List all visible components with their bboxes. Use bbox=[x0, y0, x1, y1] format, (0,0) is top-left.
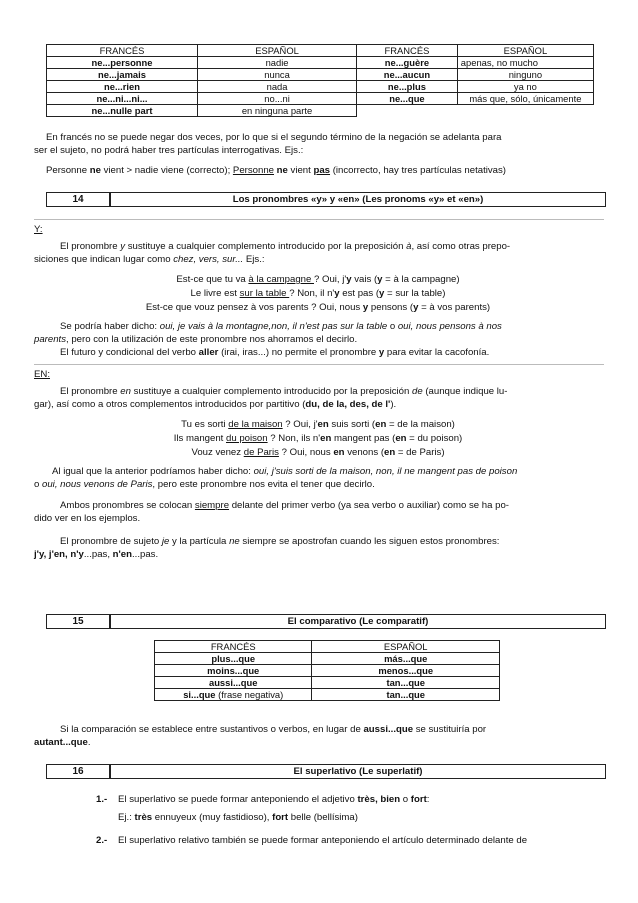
text: El pronombre bbox=[60, 386, 121, 397]
text: = sur la table) bbox=[384, 288, 446, 299]
text-line bbox=[34, 253, 602, 266]
text: chez, vers, sur... bbox=[173, 254, 244, 265]
text: ). bbox=[390, 399, 397, 410]
text: autant...que bbox=[34, 737, 88, 748]
en-paragraph-3 bbox=[34, 499, 602, 525]
section-header-16 bbox=[46, 764, 606, 779]
text: Al igual que la anterior podríamos haber dicho: bbox=[52, 466, 254, 477]
table-row bbox=[47, 57, 594, 69]
table-row bbox=[47, 105, 594, 117]
text: y bbox=[346, 274, 352, 285]
en-paragraph bbox=[34, 385, 602, 411]
text: sustituye a cualquier complemento introducido por la preposición bbox=[130, 386, 412, 397]
text: , pero con la utilización de este pronombre nos ahorramos el decirlo. bbox=[66, 334, 358, 345]
text: = de Paris) bbox=[395, 447, 445, 458]
comparative-table bbox=[154, 640, 500, 701]
table-row bbox=[155, 689, 500, 701]
table-row bbox=[155, 653, 500, 665]
text: y bbox=[120, 241, 126, 252]
text: de bbox=[411, 386, 423, 397]
text: siempre bbox=[194, 500, 230, 511]
text: très bbox=[134, 812, 153, 823]
table-cell: ne...guère bbox=[357, 57, 458, 69]
text: en bbox=[317, 419, 329, 430]
negation-example bbox=[34, 164, 602, 177]
text: Tu es sorti bbox=[181, 419, 229, 430]
comparative-paragraph bbox=[34, 723, 602, 749]
table-cell: aussi...que bbox=[155, 677, 312, 689]
text: j'y, j'en, n'y bbox=[34, 549, 84, 560]
y-paragraph-2 bbox=[34, 320, 602, 359]
text: . bbox=[87, 737, 91, 748]
text: , así como otras prepo- bbox=[411, 241, 511, 252]
text: o bbox=[34, 479, 43, 490]
text-line: En francés no se puede negar dos veces, por lo que si el segundo término de la negación se adelanta para bbox=[46, 132, 502, 143]
header-cell: FRANCÉS bbox=[47, 45, 198, 57]
text: = à vos parents) bbox=[418, 302, 491, 313]
text: = à la campagne) bbox=[382, 274, 460, 285]
text: y bbox=[378, 347, 385, 358]
text: se sustituiría por bbox=[413, 724, 487, 735]
divider bbox=[34, 364, 604, 365]
table-row bbox=[47, 69, 594, 81]
table-cell: no...ni bbox=[198, 93, 357, 105]
table-cell: en ninguna parte bbox=[198, 105, 357, 117]
text: aller bbox=[198, 347, 219, 358]
text: delante del primer verbo (ya sea verbo o auxiliar) como se ha po- bbox=[229, 500, 510, 511]
table-cell: moins...que bbox=[155, 665, 312, 677]
text: ...pas, bbox=[83, 549, 113, 560]
text: El superlativo relativo también se puede formar anteponiendo el artículo determinado delante de bbox=[118, 835, 528, 846]
text: en bbox=[375, 419, 387, 430]
text-line bbox=[34, 320, 602, 333]
text: suis sorti ( bbox=[328, 419, 376, 430]
header-cell: ESPAÑOL bbox=[457, 45, 593, 57]
table-cell: más que, sólo, únicamente bbox=[457, 93, 593, 105]
section-header-14 bbox=[46, 192, 606, 207]
text: : bbox=[426, 794, 430, 805]
text: vient > nadie viene (correcto); bbox=[100, 165, 233, 176]
text: Est-ce que tu va bbox=[176, 274, 249, 285]
table-cell: apenas, no mucho bbox=[457, 57, 593, 69]
text: à la campagne bbox=[248, 274, 314, 285]
table-header-row bbox=[155, 641, 500, 653]
table-cell: ne...nulle part bbox=[47, 105, 198, 117]
item-number: 2.- bbox=[96, 835, 108, 846]
y-example-1 bbox=[34, 273, 602, 286]
section-number: 14 bbox=[47, 193, 111, 206]
text: y bbox=[362, 302, 369, 313]
text-line bbox=[34, 398, 602, 411]
text: je bbox=[161, 536, 170, 547]
text: sur la table bbox=[239, 288, 290, 299]
text: venons ( bbox=[344, 447, 385, 458]
table-cell: ya no bbox=[457, 81, 593, 93]
table-row bbox=[47, 81, 594, 93]
text: sustituye a cualquier complemento introducido por la preposición bbox=[125, 241, 407, 252]
text: ne bbox=[89, 165, 101, 176]
text: Vouz venez bbox=[191, 447, 244, 458]
header-cell: ESPAÑOL bbox=[312, 641, 500, 653]
text: oui, nous pensons à nos bbox=[397, 321, 502, 332]
table-cell: tan...que bbox=[312, 689, 500, 701]
text: Ej.: bbox=[118, 812, 135, 823]
y-example-3 bbox=[34, 301, 602, 314]
text: y bbox=[377, 274, 383, 285]
text-line: dido ver en los ejemplos. bbox=[34, 513, 141, 524]
text: , pero este pronombre nos evita el tener que decirlo. bbox=[152, 479, 375, 490]
en-label: EN: bbox=[34, 369, 50, 380]
text: oui, nous venons de Paris bbox=[42, 479, 153, 490]
superlative-item-1 bbox=[96, 793, 606, 806]
table-cell: ne...personne bbox=[47, 57, 198, 69]
text: ? Non, ils n' bbox=[267, 433, 321, 444]
table-row bbox=[155, 665, 500, 677]
text: pas bbox=[313, 165, 331, 176]
text: = de la maison) bbox=[386, 419, 455, 430]
table-cell: ne...jamais bbox=[47, 69, 198, 81]
text: en bbox=[384, 447, 396, 458]
table-cell: ne...aucun bbox=[357, 69, 458, 81]
text: El futuro y condicional del verbo bbox=[60, 347, 199, 358]
text: y bbox=[413, 302, 419, 313]
text: parents bbox=[34, 334, 66, 345]
section-header-15 bbox=[46, 614, 606, 629]
text-line bbox=[34, 385, 602, 398]
text: belle (bellísima) bbox=[288, 812, 358, 823]
text: si...que bbox=[183, 689, 216, 700]
text-line bbox=[34, 499, 602, 512]
text: Ils mangent bbox=[173, 433, 226, 444]
en-paragraph-4 bbox=[34, 535, 602, 561]
table-cell-empty bbox=[357, 105, 458, 117]
text: ? Oui, j' bbox=[314, 274, 347, 285]
text: Est-ce que vouz pensez à vos parents ? Oui, nous bbox=[145, 302, 363, 313]
text: (irai, iras...) no permite el pronombre bbox=[218, 347, 379, 358]
text: o bbox=[400, 794, 411, 805]
text-line bbox=[34, 535, 602, 548]
table-row bbox=[47, 93, 594, 105]
text: Ambos pronombres se colocan bbox=[60, 500, 195, 511]
table-cell: nadie bbox=[198, 57, 357, 69]
en-example-2 bbox=[34, 432, 602, 445]
text: Ejs.: bbox=[243, 254, 265, 265]
text: de Paris bbox=[243, 447, 279, 458]
text: ...pas. bbox=[132, 549, 159, 560]
text-line: ser el sujeto, no podrá haber tres partículas interrogativas. Ejs.: bbox=[34, 145, 304, 156]
table-cell: nunca bbox=[198, 69, 357, 81]
negation-paragraph bbox=[34, 131, 602, 157]
table-cell: plus...que bbox=[155, 653, 312, 665]
table-cell: tan...que bbox=[312, 677, 500, 689]
text: fort bbox=[410, 794, 427, 805]
table-row bbox=[155, 677, 500, 689]
text: vais ( bbox=[351, 274, 378, 285]
text: (incorrecto, hay tres partículas netativas) bbox=[330, 165, 506, 176]
text: ne bbox=[229, 536, 240, 547]
text-line bbox=[34, 548, 602, 561]
header-cell: FRANCÉS bbox=[357, 45, 458, 57]
text: fort bbox=[272, 812, 289, 823]
text: du, de la, des, de l' bbox=[305, 399, 391, 410]
text: El pronombre de sujeto bbox=[60, 536, 162, 547]
table-cell: ne...ni...ni... bbox=[47, 93, 198, 105]
text: (aunque indique lu- bbox=[422, 386, 508, 397]
text: oui, j'suis sorti de la maison, non, il ne mangent pas de poison bbox=[253, 466, 518, 477]
section-number: 15 bbox=[47, 615, 111, 628]
text: siciones que indican lugar como bbox=[34, 254, 174, 265]
section-title: Los pronombres «y» y «en» (Les pronoms «y» et «en») bbox=[232, 194, 484, 205]
text: Personne bbox=[232, 165, 274, 176]
table-cell bbox=[155, 689, 312, 701]
text: El superlativo se puede formar anteponiendo el adjetivo bbox=[118, 794, 358, 805]
text-line bbox=[34, 240, 602, 253]
text: en bbox=[120, 386, 131, 397]
en-example-3 bbox=[34, 446, 602, 459]
text: pensons ( bbox=[368, 302, 414, 313]
header-cell: ESPAÑOL bbox=[198, 45, 357, 57]
text: El pronombre bbox=[60, 241, 121, 252]
text: Personne bbox=[46, 165, 90, 176]
text: à bbox=[406, 241, 412, 252]
item-number: 1.- bbox=[96, 794, 108, 805]
y-paragraph bbox=[34, 240, 602, 266]
text: du poison bbox=[226, 433, 268, 444]
text: ? Oui, nous bbox=[278, 447, 334, 458]
superlative-example bbox=[118, 811, 598, 824]
table-cell: nada bbox=[198, 81, 357, 93]
text: (frase negativa) bbox=[215, 689, 284, 700]
text: de la maison bbox=[228, 419, 283, 430]
text: Si la comparación se establece entre sustantivos o verbos, en lugar de bbox=[60, 724, 364, 735]
section-title: El comparativo (Le comparatif) bbox=[287, 616, 429, 627]
text-line bbox=[34, 333, 602, 346]
text: Se podría haber dicho: bbox=[60, 321, 160, 332]
table-cell: ne...que bbox=[357, 93, 458, 105]
text: o bbox=[387, 321, 398, 332]
text: mangent pas ( bbox=[331, 433, 396, 444]
table-cell-empty bbox=[457, 105, 593, 117]
text: = du poison) bbox=[406, 433, 463, 444]
text: ne bbox=[276, 165, 288, 176]
text: ? Oui, j' bbox=[282, 419, 318, 430]
text-line bbox=[34, 346, 602, 359]
text: est pas ( bbox=[339, 288, 380, 299]
text: vient bbox=[287, 165, 314, 176]
text: y bbox=[379, 288, 385, 299]
text: aussi...que bbox=[363, 724, 414, 735]
text: siempre se apostrofan cuando les siguen estos pronombres: bbox=[239, 536, 500, 547]
negation-table bbox=[46, 44, 594, 117]
y-label: Y: bbox=[34, 224, 43, 235]
section-number: 16 bbox=[47, 765, 111, 778]
table-cell: menos...que bbox=[312, 665, 500, 677]
en-example-1 bbox=[34, 418, 602, 431]
superlative-item-2 bbox=[96, 834, 606, 847]
text: y bbox=[334, 288, 340, 299]
table-cell: más...que bbox=[312, 653, 500, 665]
text-line bbox=[34, 723, 602, 736]
text: très, bien bbox=[357, 794, 401, 805]
table-cell: ne...rien bbox=[47, 81, 198, 93]
text: para evitar la cacofonía. bbox=[384, 347, 490, 358]
text: oui, je vais à la montagne,non, il n'est pas sur la table bbox=[159, 321, 388, 332]
en-paragraph-2 bbox=[34, 465, 602, 491]
text: en bbox=[320, 433, 332, 444]
text: en bbox=[395, 433, 407, 444]
text-line bbox=[34, 736, 602, 749]
text: en bbox=[333, 447, 345, 458]
table-header-row bbox=[47, 45, 594, 57]
text-line bbox=[34, 465, 602, 478]
y-example-2 bbox=[34, 287, 602, 300]
table-cell: ne...plus bbox=[357, 81, 458, 93]
table-cell: ninguno bbox=[457, 69, 593, 81]
header-cell: FRANCÉS bbox=[155, 641, 312, 653]
text: Le livre est bbox=[190, 288, 240, 299]
text: n'en bbox=[112, 549, 132, 560]
text: gar), así como a otros complementos introducidos por partitivo ( bbox=[34, 399, 306, 410]
text: ennuyeux (muy fastidioso), bbox=[152, 812, 273, 823]
section-title: El superlativo (Le superlatif) bbox=[293, 766, 423, 777]
text: ? Non, il n' bbox=[289, 288, 335, 299]
text-line bbox=[34, 478, 602, 491]
text: y la partícula bbox=[169, 536, 230, 547]
divider bbox=[34, 219, 604, 220]
